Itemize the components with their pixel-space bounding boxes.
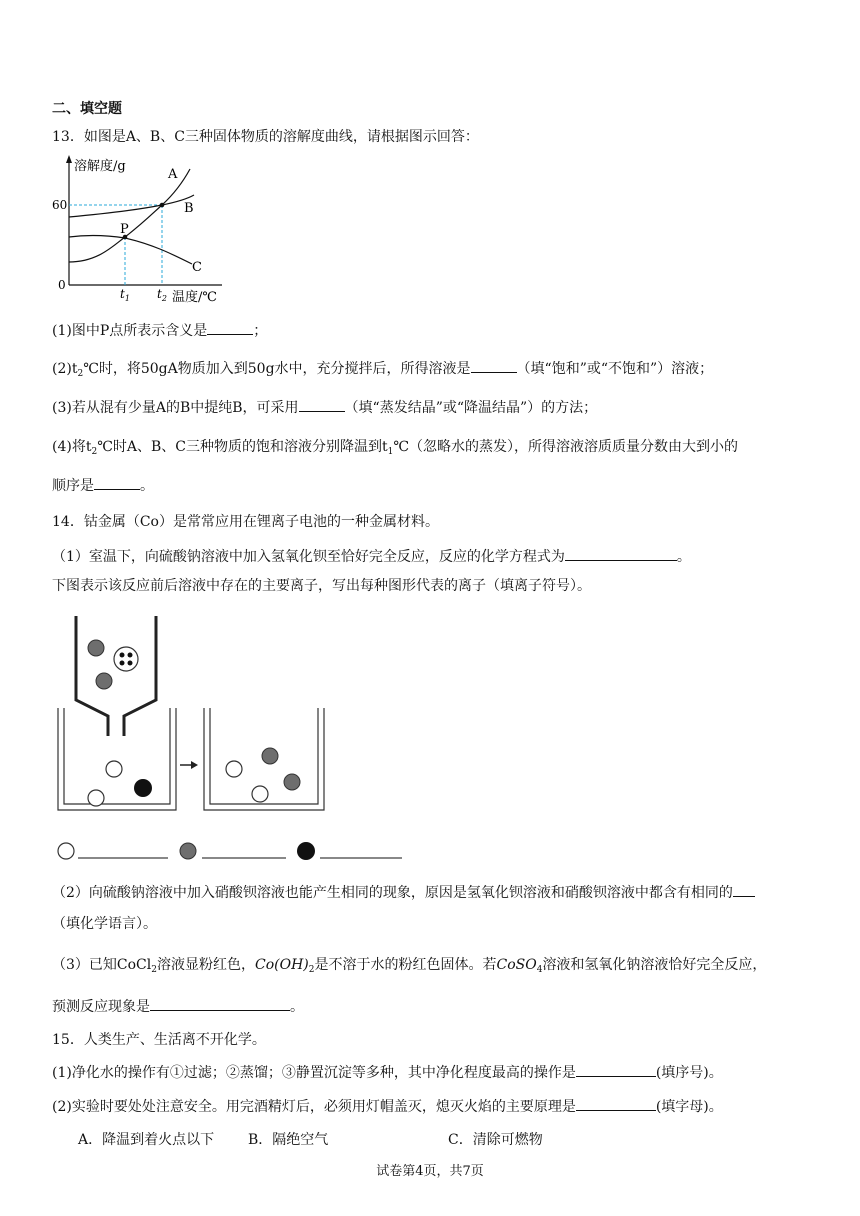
q14-sub3-cont: 预测反应现象是 。 xyxy=(52,996,304,1017)
curve-c-label: C xyxy=(192,260,202,275)
point-p-label: P xyxy=(120,222,129,237)
cluster-dot xyxy=(128,661,133,666)
option-b[interactable]: B．隔绝空气 xyxy=(248,1132,329,1148)
point-intersection xyxy=(160,203,165,208)
cluster-dot xyxy=(128,653,133,658)
beaker-left-inner xyxy=(64,708,170,804)
answer-blank[interactable] xyxy=(150,996,290,1011)
q14-sub2: （2）向硫酸钠溶液中加入硝酸钡溶液也能产生相同的现象，原因是氢氧化钡溶液和硝酸钡溶液中都含有相同的 xyxy=(52,882,755,903)
ion-black xyxy=(134,779,152,797)
q15-sub2: (2)实验时要处处注意安全。用完酒精灯后，必须用灯帽盖灭，熄灭火焰的主要原理是 (填字母)。 xyxy=(52,1096,723,1117)
legend-gray-ion xyxy=(180,843,196,859)
precipitate-cluster xyxy=(114,647,138,671)
dropper-right-wall xyxy=(124,616,156,736)
y-tick-60: 60 xyxy=(52,198,68,212)
answer-blank[interactable] xyxy=(565,546,677,561)
ion-white xyxy=(252,786,268,802)
q13-stem: 13．如图是A、B、C三种固体物质的溶解度曲线，请根据图示回答： xyxy=(52,129,479,145)
answer-blank[interactable] xyxy=(471,358,517,373)
curve-a-label: A xyxy=(168,167,178,182)
ion-gray xyxy=(88,640,104,656)
answer-blank[interactable] xyxy=(733,882,755,897)
curve-b xyxy=(69,195,194,217)
answer-blank[interactable] xyxy=(94,475,140,490)
beaker-left-outer xyxy=(58,708,176,810)
reaction-diagram xyxy=(52,612,412,862)
y-axis-arrow xyxy=(66,155,72,163)
ion-gray xyxy=(262,748,278,764)
section-title: 二、填空题 xyxy=(52,101,122,117)
q13-sub4: (4)将$t_2℃$时A、B、C三种物质的饱和溶液分别降温到$t_1℃$（忽略水的蒸发），所得溶液溶质质量分数由大到小的 xyxy=(52,439,739,457)
ion-white xyxy=(106,761,122,777)
cluster-dot xyxy=(120,661,125,666)
curve-b-label: B xyxy=(184,201,194,216)
legend-black-ion xyxy=(297,842,315,860)
q14-sub2-cont: （填化学语言）。 xyxy=(52,916,157,932)
solubility-graph xyxy=(52,152,232,307)
q13-sub1: (1)图中P点所表示含义是 ； xyxy=(52,320,267,341)
answer-blank[interactable] xyxy=(207,320,253,335)
answer-blank[interactable] xyxy=(299,397,345,412)
q14-sub1: （1）室温下，向硫酸钠溶液中加入氢氧化钡至恰好完全反应，反应的化学方程式为 。 xyxy=(52,546,691,567)
answer-blank[interactable] xyxy=(576,1062,656,1077)
q13-sub2: $(2)t_2℃$时，将50gA物质加入到50g水中，充分搅拌后，所得溶液是 （填“饱和”或“不饱和”）溶液； xyxy=(52,358,713,384)
q15-stem: 15．人类生产、生活离不开化学。 xyxy=(52,1032,266,1048)
ion-white xyxy=(88,790,104,806)
q13-sub4-cont: 顺序是 。 xyxy=(52,475,154,496)
ion-gray xyxy=(284,774,300,790)
q14-stem: 14．钴金属（Co）是常常应用在锂离子电池的一种金属材料。 xyxy=(52,514,439,530)
q14-desc: 下图表示该反应前后溶液中存在的主要离子，写出每种图形代表的离子（填离子符号）。 xyxy=(52,578,591,594)
origin-label: 0 xyxy=(58,278,66,292)
q15-sub1: (1)净化水的操作有①过滤；②蒸馏；③静置沉淀等多种，其中净化程度最高的操作是 (填序号)。 xyxy=(52,1062,723,1083)
y-axis-label: 溶解度/g xyxy=(74,159,126,174)
page-footer: 试卷第4页，共7页 xyxy=(376,1164,484,1179)
ion-gray xyxy=(96,673,112,689)
q13-sub3: (3)若从混有少量A的B中提纯B，可采用 （填“蒸发结晶”或“降温结晶”）的方法； xyxy=(52,397,597,418)
answer-blank[interactable] xyxy=(576,1096,656,1111)
legend-white-ion xyxy=(58,843,74,859)
q15-options xyxy=(78,1130,543,1150)
x-tick-t1: $t_1$ xyxy=(120,287,130,303)
x-tick-t2: $t_2$ xyxy=(157,287,167,303)
x-axis-label: 温度/℃ xyxy=(172,290,217,305)
q14-sub3: （3）已知CoCl$_2$溶液显粉红色，$Co(OH)_2$是不溶于水的粉红色固体。若CoSO$_4$溶液和氢氧化钠溶液恰好完全反应， xyxy=(52,957,767,975)
option-a[interactable]: A．降温到着火点以下 xyxy=(78,1132,215,1148)
ion-white xyxy=(226,761,242,777)
reaction-arrow-head xyxy=(191,761,198,769)
cluster-dot xyxy=(120,653,125,658)
option-c[interactable]: C．清除可燃物 xyxy=(448,1132,543,1148)
